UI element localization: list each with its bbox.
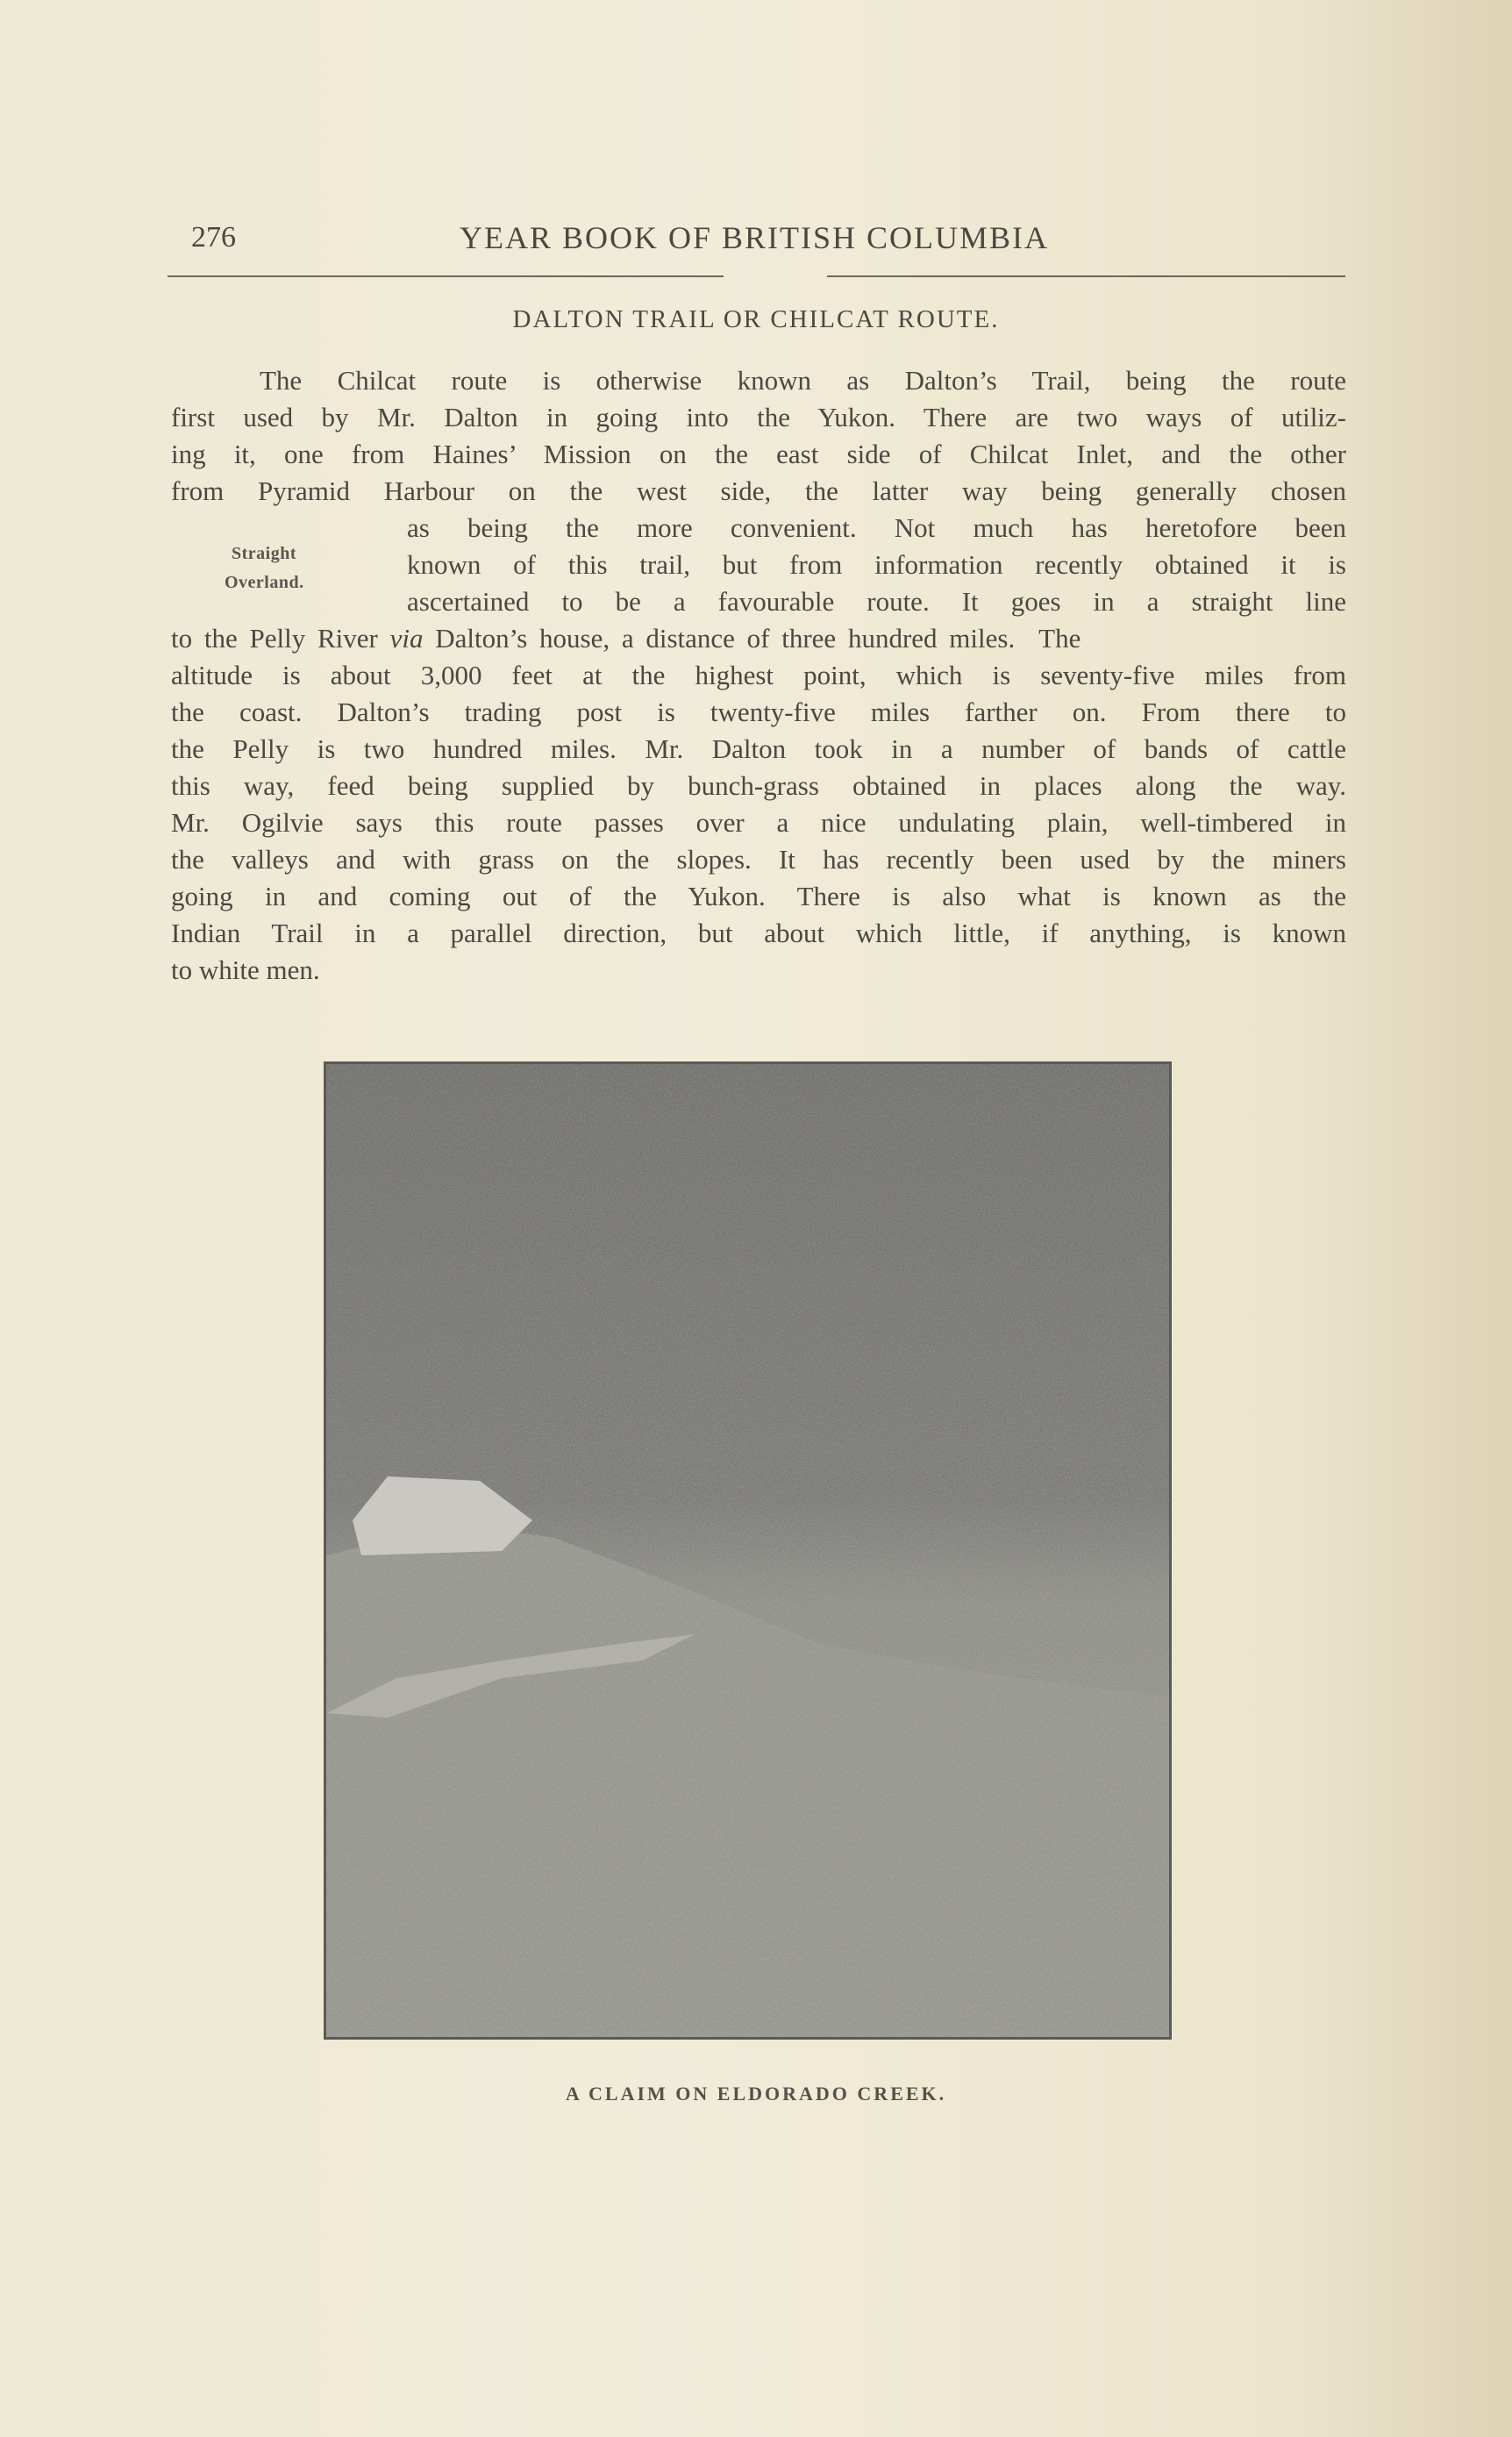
text-line: first used by Mr. Dalton in going into the Yukon. There are two ways of utiliz- xyxy=(171,402,1346,432)
text-line: going in and coming out of the Yukon. There is also what is known as the xyxy=(171,881,1346,911)
text-line: Indian Trail in a parallel direction, but about which little, if anything, is known xyxy=(171,918,1346,948)
header-rule-right xyxy=(827,275,1345,277)
text-line: from Pyramid Harbour on the west side, the latter way being generally chosen xyxy=(171,475,1346,506)
text-line: The Chilcat route is otherwise known as Dalton’s Trail, being the route xyxy=(260,365,1346,396)
italic-via: via xyxy=(389,623,424,654)
text-line: the coast. Dalton’s trading post is twenty-five miles farther on. From there to xyxy=(171,697,1346,727)
section-title: DALTON TRAIL OR CHILCAT ROUTE. xyxy=(512,305,1000,333)
text-line: this way, feed being supplied by bunch-grass obtained in places along the way. xyxy=(171,770,1346,801)
text-line: Mr. Ogilvie says this route passes over a nice undulating plain, well-timbered in xyxy=(171,807,1346,838)
text-line: the valleys and with grass on the slopes. It has recently been used by the miners xyxy=(171,844,1346,875)
text-line: the Pelly is two hundred miles. Mr. Dalton took in a number of bands of cattle xyxy=(171,733,1346,764)
page-number: 276 xyxy=(191,221,236,254)
text-segment: Dalton’s house, a distance of three hundred miles. The xyxy=(423,623,1081,654)
margin-note-line: Straight xyxy=(232,544,296,563)
header-rule-left xyxy=(168,275,724,277)
photograph xyxy=(324,1061,1172,2040)
text-line xyxy=(171,621,1346,656)
text-line: to white men. xyxy=(171,954,320,985)
text-line: ascertained to be a favourable route. It goes in a straight line xyxy=(407,586,1346,617)
photo-image xyxy=(326,1064,1169,2037)
text-line: ing it, one from Haines’ Mission on the east side of Chilcat Inlet, and the other xyxy=(171,439,1346,469)
running-title xyxy=(0,219,1512,256)
text-line: altitude is about 3,000 feet at the highest point, which is seventy-five miles from xyxy=(171,660,1346,690)
margin-note-line: Overland. xyxy=(225,573,304,592)
photo-caption: A CLAIM ON ELDORADO CREEK. xyxy=(565,2083,947,2105)
text-line: known of this trail, but from information recently obtained it is xyxy=(407,549,1346,580)
text-line: as being the more convenient. Not much has heretofore been xyxy=(407,512,1346,543)
text-segment: to the Pelly River xyxy=(171,623,390,654)
running-title-text: YEAR BOOK OF BRITISH COLUMBIA xyxy=(459,220,1050,255)
